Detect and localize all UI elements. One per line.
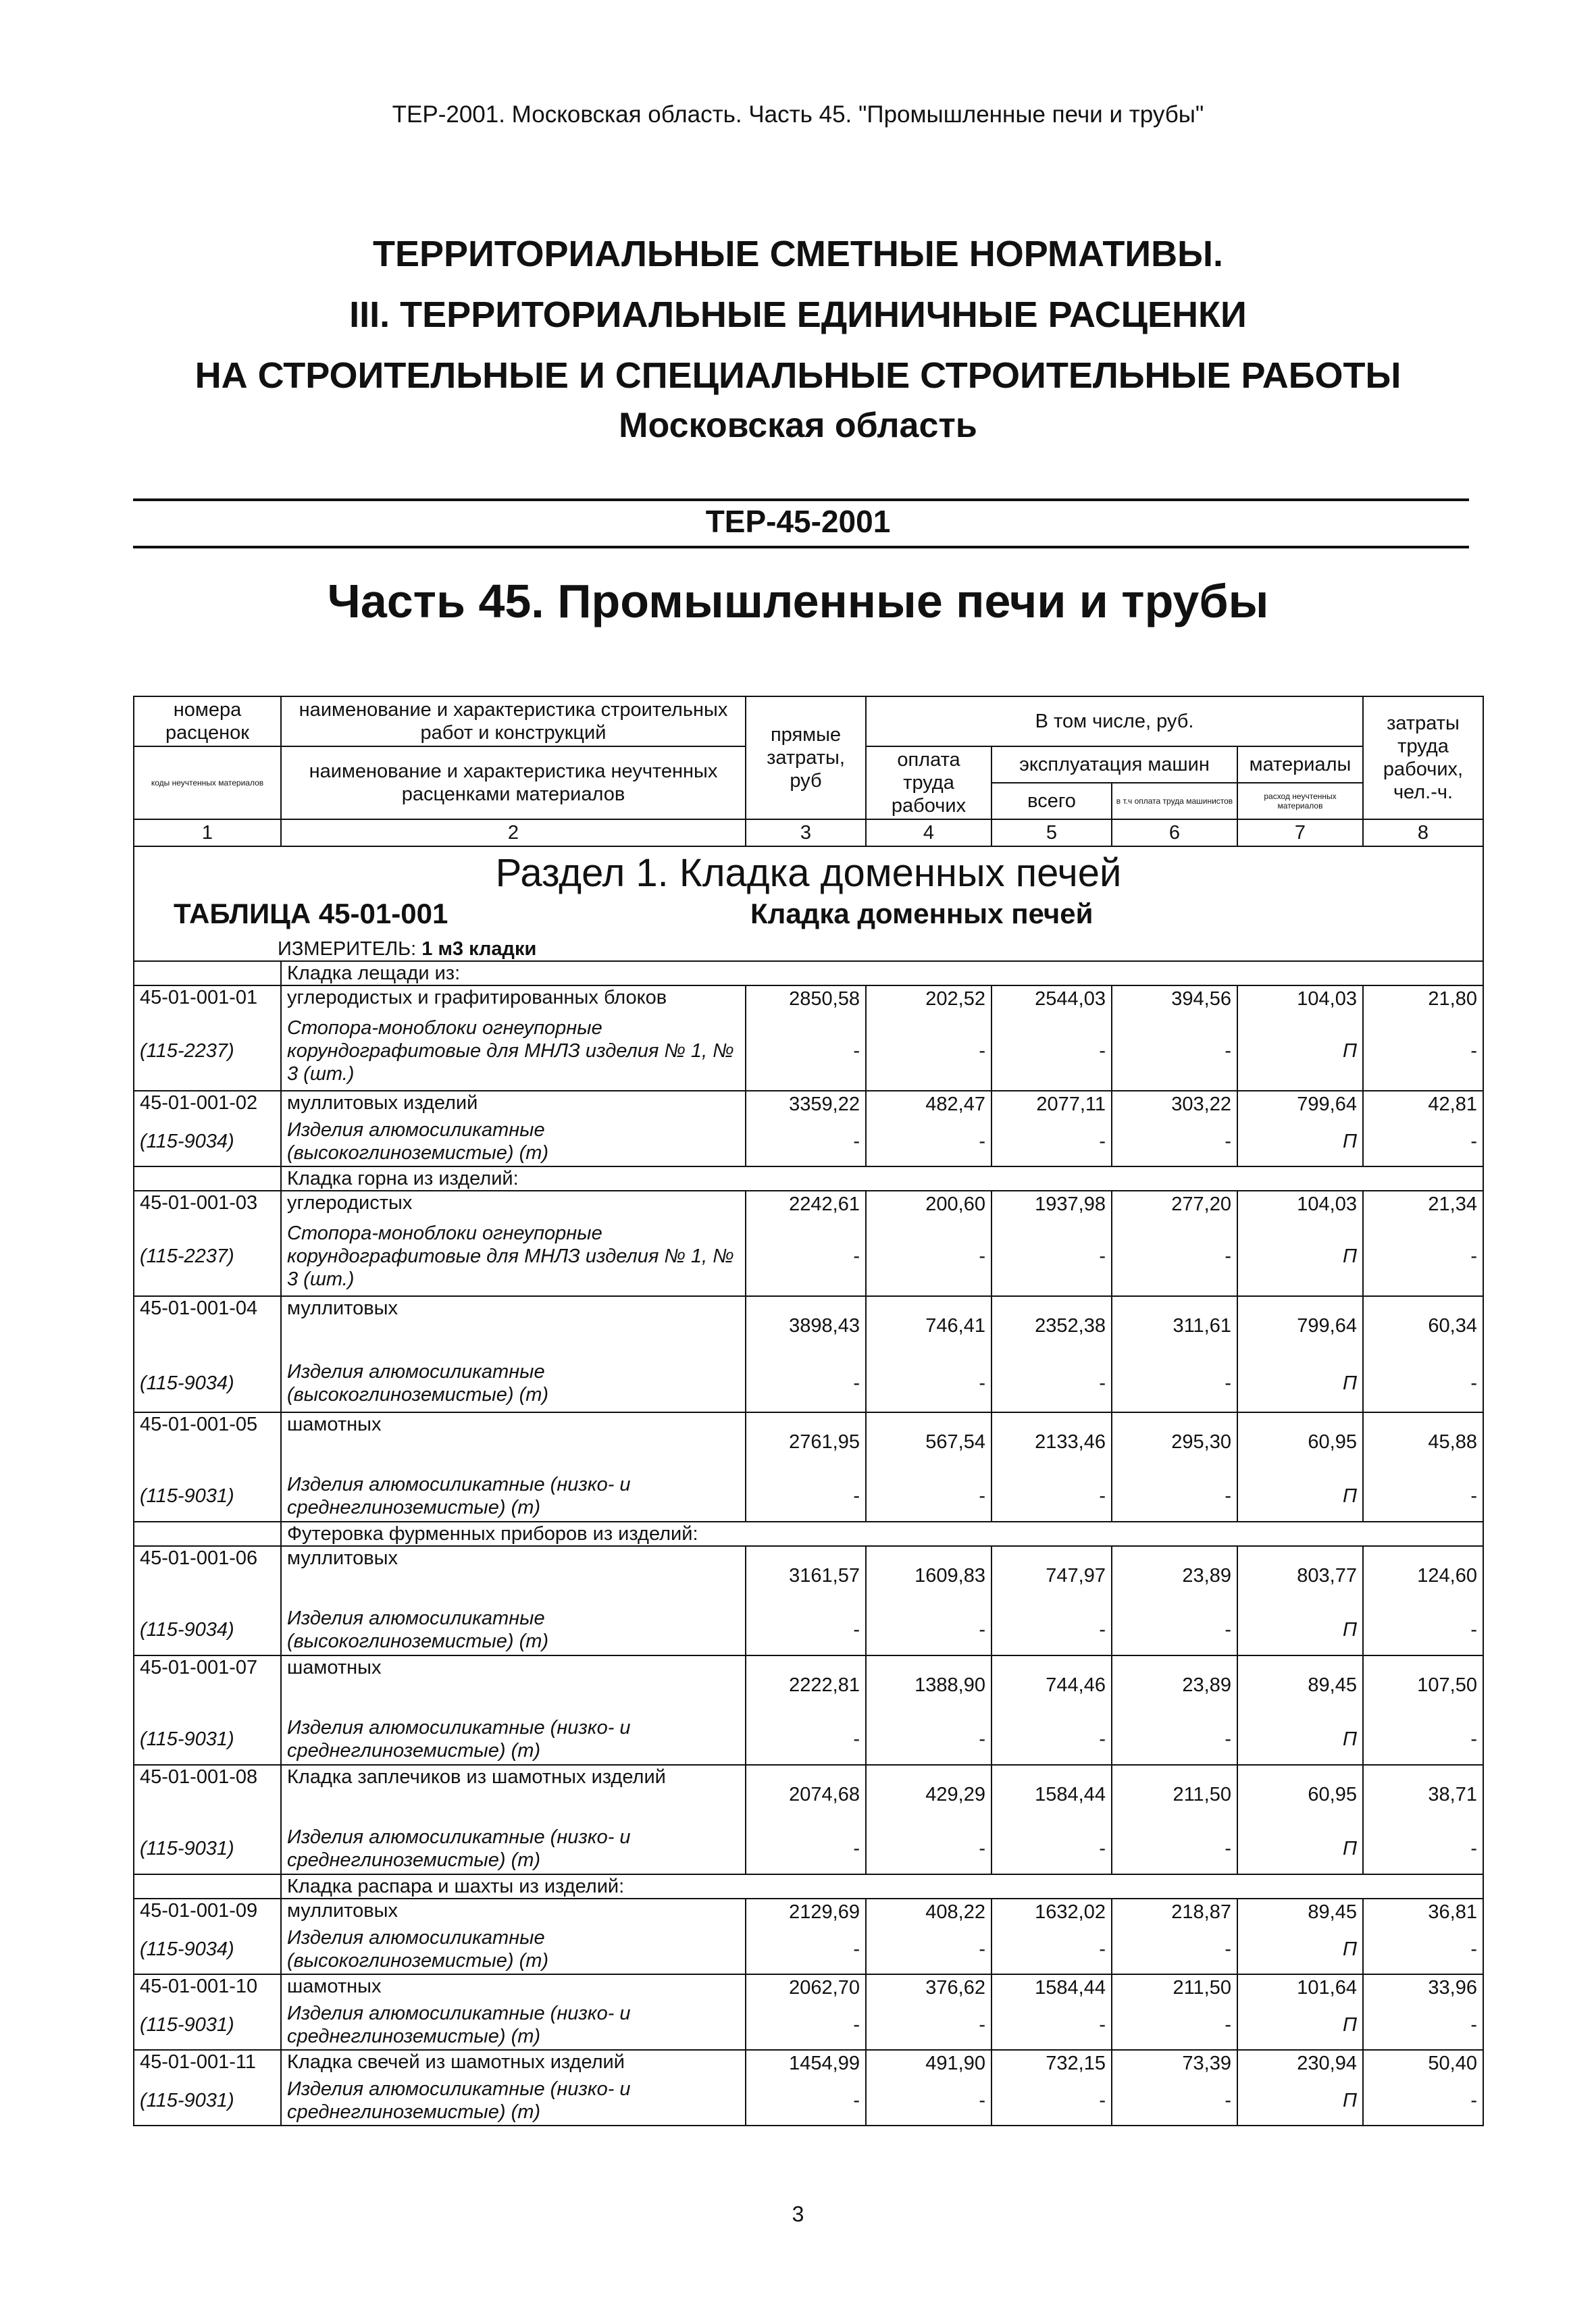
group-label: Кладка лещади из: — [281, 961, 1483, 985]
dash-cell: - — [1112, 1714, 1237, 1765]
dash-cell: - — [866, 2000, 992, 2050]
dash-cell: - — [866, 1823, 992, 1874]
value-labor: 1609,83 — [866, 1546, 992, 1604]
group-header-row — [134, 1874, 1483, 1899]
dash-cell: - — [746, 1216, 866, 1296]
table-name: Кладка доменных печей — [750, 898, 1093, 929]
value-machines: 1632,02 — [992, 1899, 1112, 1924]
col2-sub-header: наименование и характеристика неучтенных расценками материалов — [281, 746, 746, 819]
dash-cell: - — [746, 1604, 866, 1655]
value-direct: 2850,58 — [746, 985, 866, 1011]
value-labor: 746,41 — [866, 1296, 992, 1354]
table-code: ТАБЛИЦА 45-01-001 — [174, 898, 448, 929]
materials-header: материалы — [1237, 746, 1363, 783]
work-name: муллитовых — [281, 1296, 746, 1354]
value-hours: 107,50 — [1363, 1655, 1483, 1714]
dash-cell: - — [1112, 1216, 1237, 1296]
value-direct: 2242,61 — [746, 1191, 866, 1216]
group-header-row — [134, 961, 1483, 985]
value-operators: 23,89 — [1112, 1655, 1237, 1714]
col-number-8: 8 — [1363, 819, 1483, 846]
work-name: муллитовых изделий — [281, 1091, 746, 1116]
material-name: Стопора-моноблоки огнеупорные корундографитовые для МНЛЗ изделия № 1, № 3 (шт.) — [281, 1216, 746, 1296]
dash-cell: - — [746, 2076, 866, 2126]
table-row — [134, 1899, 1483, 1924]
value-direct: 2062,70 — [746, 1974, 866, 2000]
material-code: (115-9034) — [134, 1116, 281, 1166]
col-number-2: 2 — [281, 819, 746, 846]
material-name: Изделия алюмосиликатные (низко- и среднеглиноземистые) (т) — [281, 2000, 746, 2050]
rate-code: 45-01-001-04 — [134, 1296, 281, 1354]
work-name: углеродистых и графитированных блоков — [281, 985, 746, 1011]
material-name: Изделия алюмосиликатные (низко- и среднеглиноземистые) (т) — [281, 1714, 746, 1765]
dash-cell: - — [1112, 1116, 1237, 1166]
dash-cell: - — [1112, 1604, 1237, 1655]
col2-header: наименование и характеристика строительных работ и конструкций — [281, 696, 746, 746]
group-spacer — [134, 961, 281, 985]
value-hours: 60,34 — [1363, 1296, 1483, 1354]
value-materials: 60,95 — [1237, 1765, 1363, 1823]
work-name: шамотных — [281, 1974, 746, 2000]
dash-cell: - — [992, 1604, 1112, 1655]
dash-cell: - — [1363, 1823, 1483, 1874]
value-labor: 408,22 — [866, 1899, 992, 1924]
measure-value: 1 м3 кладки — [421, 938, 537, 960]
value-machines: 2352,38 — [992, 1296, 1112, 1354]
rate-code: 45-01-001-06 — [134, 1546, 281, 1604]
material-row — [134, 1823, 1483, 1874]
value-direct: 3359,22 — [746, 1091, 866, 1116]
col4-header: оплата труда рабочих — [866, 746, 992, 819]
rate-code: 45-01-001-01 — [134, 985, 281, 1011]
rate-code: 45-01-001-03 — [134, 1191, 281, 1216]
material-row — [134, 2076, 1483, 2126]
work-name: шамотных — [281, 1412, 746, 1470]
col1-header: номера расценок — [134, 696, 281, 746]
material-marker: П — [1237, 1924, 1363, 1974]
dash-cell: - — [1363, 1604, 1483, 1655]
work-name: углеродистых — [281, 1191, 746, 1216]
table-row — [134, 985, 1483, 1011]
table-header — [134, 696, 1483, 846]
table-row — [134, 1655, 1483, 1714]
table-row — [134, 1412, 1483, 1470]
dash-cell: - — [866, 1216, 992, 1296]
table-row — [134, 1091, 1483, 1116]
value-machines: 1584,44 — [992, 1974, 1112, 2000]
material-code: (115-9031) — [134, 1714, 281, 1765]
dash-cell: - — [866, 2076, 992, 2126]
value-direct: 1454,99 — [746, 2050, 866, 2076]
material-name: Изделия алюмосиликатные (высокоглиноземистые) (т) — [281, 1354, 746, 1412]
value-hours: 124,60 — [1363, 1546, 1483, 1604]
dash-cell: - — [866, 1116, 992, 1166]
part-title: Часть 45. Промышленные печи и трубы — [327, 575, 1269, 627]
value-operators: 211,50 — [1112, 1765, 1237, 1823]
table-row — [134, 1191, 1483, 1216]
value-hours: 45,88 — [1363, 1412, 1483, 1470]
value-machines: 2133,46 — [992, 1412, 1112, 1470]
dash-cell: - — [992, 1011, 1112, 1091]
dash-cell: - — [1363, 2076, 1483, 2126]
value-operators: 295,30 — [1112, 1412, 1237, 1470]
material-row — [134, 1924, 1483, 1974]
dash-cell: - — [746, 1924, 866, 1974]
col1-sub-header: коды неучтенных материалов — [134, 746, 281, 819]
material-marker: П — [1237, 1604, 1363, 1655]
value-materials: 101,64 — [1237, 1974, 1363, 2000]
dash-cell: - — [992, 1470, 1112, 1522]
page-number: 3 — [792, 2202, 804, 2226]
value-hours: 33,96 — [1363, 1974, 1483, 2000]
dash-cell: - — [746, 1714, 866, 1765]
dash-cell: - — [746, 1823, 866, 1874]
value-labor: 491,90 — [866, 2050, 992, 2076]
value-operators: 311,61 — [1112, 1296, 1237, 1354]
dash-cell: - — [866, 1924, 992, 1974]
value-direct: 2074,68 — [746, 1765, 866, 1823]
value-materials: 104,03 — [1237, 985, 1363, 1011]
value-machines: 1937,98 — [992, 1191, 1112, 1216]
material-row — [134, 1470, 1483, 1522]
dash-cell: - — [1363, 1354, 1483, 1412]
work-name: Кладка свечей из шамотных изделий — [281, 2050, 746, 2076]
value-direct: 2222,81 — [746, 1655, 866, 1714]
value-labor: 376,62 — [866, 1974, 992, 2000]
material-marker: П — [1237, 1011, 1363, 1091]
material-marker: П — [1237, 1216, 1363, 1296]
dash-cell: - — [992, 1714, 1112, 1765]
group-label: Кладка распара и шахты из изделий: — [281, 1874, 1483, 1899]
material-code: (115-2237) — [134, 1011, 281, 1091]
material-marker: П — [1237, 1470, 1363, 1522]
title-line-2: III. ТЕРРИТОРИАЛЬНЫЕ ЕДИНИЧНЫЕ РАСЦЕНКИ — [349, 294, 1247, 335]
machines-header: эксплуатация машин — [992, 746, 1237, 783]
value-machines: 747,97 — [992, 1546, 1112, 1604]
material-code: (115-9031) — [134, 1823, 281, 1874]
material-marker: П — [1237, 1116, 1363, 1166]
material-row — [134, 1604, 1483, 1655]
rate-code: 45-01-001-09 — [134, 1899, 281, 1924]
dash-cell: - — [992, 1354, 1112, 1412]
work-name: шамотных — [281, 1655, 746, 1714]
col6-header: в т.ч оплата труда машинистов — [1112, 783, 1237, 819]
material-name: Изделия алюмосиликатные (низко- и среднеглиноземистые) (т) — [281, 2076, 746, 2126]
group-header: В том числе, руб. — [866, 696, 1363, 746]
group-header-row — [134, 1522, 1483, 1546]
material-marker: П — [1237, 2076, 1363, 2126]
value-labor: 482,47 — [866, 1091, 992, 1116]
dash-cell: - — [866, 1714, 992, 1765]
value-hours: 21,80 — [1363, 985, 1483, 1011]
value-labor: 567,54 — [866, 1412, 992, 1470]
material-marker: П — [1237, 1354, 1363, 1412]
material-name: Изделия алюмосиликатные (низко- и среднеглиноземистые) (т) — [281, 1823, 746, 1874]
dash-cell: - — [866, 1011, 992, 1091]
dash-cell: - — [866, 1604, 992, 1655]
material-code: (115-2237) — [134, 1216, 281, 1296]
rate-code: 45-01-001-07 — [134, 1655, 281, 1714]
dash-cell: - — [746, 1470, 866, 1522]
value-hours: 50,40 — [1363, 2050, 1483, 2076]
material-name: Изделия алюмосиликатные (высокоглиноземистые) (т) — [281, 1924, 746, 1974]
dash-cell: - — [1112, 1924, 1237, 1974]
material-code: (115-9031) — [134, 1470, 281, 1522]
region-title: Московская область — [619, 406, 977, 445]
group-spacer — [134, 1166, 281, 1191]
group-label: Кладка горна из изделий: — [281, 1166, 1483, 1191]
document-code: ТЕР-45-2001 — [705, 504, 891, 539]
value-hours: 36,81 — [1363, 1899, 1483, 1924]
dash-cell: - — [1363, 1714, 1483, 1765]
material-row — [134, 1714, 1483, 1765]
value-direct: 2761,95 — [746, 1412, 866, 1470]
value-labor: 200,60 — [866, 1191, 992, 1216]
material-name: Стопора-моноблоки огнеупорные корундографитовые для МНЛЗ изделия № 1, № 3 (шт.) — [281, 1011, 746, 1091]
col-number-3: 3 — [746, 819, 866, 846]
col3-header: прямые затраты, руб — [746, 696, 866, 819]
value-hours: 38,71 — [1363, 1765, 1483, 1823]
value-materials: 803,77 — [1237, 1546, 1363, 1604]
col-number-4: 4 — [866, 819, 992, 846]
dash-cell: - — [1112, 1823, 1237, 1874]
work-name: муллитовых — [281, 1899, 746, 1924]
value-materials: 104,03 — [1237, 1191, 1363, 1216]
dash-cell: - — [1363, 1216, 1483, 1296]
dash-cell: - — [1363, 1924, 1483, 1974]
value-machines: 2077,11 — [992, 1091, 1112, 1116]
dash-cell: - — [1112, 1011, 1237, 1091]
value-operators: 277,20 — [1112, 1191, 1237, 1216]
value-materials: 60,95 — [1237, 1412, 1363, 1470]
col5-header: всего — [992, 783, 1112, 819]
dash-cell: - — [992, 1823, 1112, 1874]
dash-cell: - — [866, 1470, 992, 1522]
rule-bottom — [133, 546, 1469, 548]
dash-cell: - — [1112, 2000, 1237, 2050]
dash-cell: - — [1112, 1354, 1237, 1412]
group-header-row — [134, 1166, 1483, 1191]
material-code: (115-9034) — [134, 1924, 281, 1974]
dash-cell: - — [746, 1354, 866, 1412]
table-row — [134, 1296, 1483, 1354]
value-operators: 303,22 — [1112, 1091, 1237, 1116]
material-marker: П — [1237, 2000, 1363, 2050]
title-line-3: НА СТРОИТЕЛЬНЫЕ И СПЕЦИАЛЬНЫЕ СТРОИТЕЛЬНЫЕ РАБОТЫ — [195, 355, 1401, 396]
material-code: (115-9031) — [134, 2000, 281, 2050]
dash-cell: - — [992, 2000, 1112, 2050]
material-code: (115-9034) — [134, 1354, 281, 1412]
rate-code: 45-01-001-05 — [134, 1412, 281, 1470]
value-labor: 1388,90 — [866, 1655, 992, 1714]
dash-cell: - — [992, 1116, 1112, 1166]
value-operators: 211,50 — [1112, 1974, 1237, 2000]
material-row — [134, 1216, 1483, 1296]
group-spacer — [134, 1522, 281, 1546]
dash-cell: - — [746, 1011, 866, 1091]
value-machines: 744,46 — [992, 1655, 1112, 1714]
table-body — [134, 846, 1483, 2126]
table-title-row — [134, 897, 1483, 937]
rate-code: 45-01-001-08 — [134, 1765, 281, 1823]
value-machines: 2544,03 — [992, 985, 1112, 1011]
material-row — [134, 2000, 1483, 2050]
title-line-1: ТЕРРИТОРИАЛЬНЫЕ СМЕТНЫЕ НОРМАТИВЫ. — [373, 234, 1223, 274]
value-direct: 3898,43 — [746, 1296, 866, 1354]
rate-code: 45-01-001-10 — [134, 1974, 281, 2000]
dash-cell: - — [1112, 2076, 1237, 2126]
material-code: (115-9034) — [134, 1604, 281, 1655]
dash-cell: - — [1363, 1011, 1483, 1091]
rule-top — [133, 498, 1469, 501]
value-operators: 218,87 — [1112, 1899, 1237, 1924]
group-spacer — [134, 1874, 281, 1899]
material-marker: П — [1237, 1714, 1363, 1765]
value-operators: 73,39 — [1112, 2050, 1237, 2076]
material-marker: П — [1237, 1823, 1363, 1874]
work-name: муллитовых — [281, 1546, 746, 1604]
dash-cell: - — [1112, 1470, 1237, 1522]
dash-cell: - — [992, 1216, 1112, 1296]
dash-cell: - — [746, 1116, 866, 1166]
value-direct: 2129,69 — [746, 1899, 866, 1924]
measure-row — [134, 937, 1483, 961]
dash-cell: - — [746, 2000, 866, 2050]
material-row — [134, 1116, 1483, 1166]
value-hours: 42,81 — [1363, 1091, 1483, 1116]
section-title: Раздел 1. Кладка доменных печей — [134, 846, 1483, 897]
col-number-7: 7 — [1237, 819, 1363, 846]
table-row — [134, 2050, 1483, 2076]
dash-cell: - — [866, 1354, 992, 1412]
value-machines: 732,15 — [992, 2050, 1112, 2076]
rate-code: 45-01-001-02 — [134, 1091, 281, 1116]
table-row — [134, 1765, 1483, 1823]
value-hours: 21,34 — [1363, 1191, 1483, 1216]
col7-header: расход неучтенных материалов — [1237, 783, 1363, 819]
col-number-1: 1 — [134, 819, 281, 846]
value-materials: 89,45 — [1237, 1899, 1363, 1924]
material-row — [134, 1354, 1483, 1412]
group-label: Футеровка фурменных приборов из изделий: — [281, 1522, 1483, 1546]
material-name: Изделия алюмосиликатные (низко- и среднеглиноземистые) (т) — [281, 1470, 746, 1522]
value-labor: 429,29 — [866, 1765, 992, 1823]
material-name: Изделия алюмосиликатные (высокоглиноземистые) (т) — [281, 1116, 746, 1166]
value-operators: 394,56 — [1112, 985, 1237, 1011]
value-materials: 89,45 — [1237, 1655, 1363, 1714]
running-header: ТЕР-2001. Московская область. Часть 45. "Промышленные печи и трубы" — [392, 101, 1204, 128]
table-row — [134, 1974, 1483, 2000]
value-materials: 799,64 — [1237, 1296, 1363, 1354]
col8-header: затраты труда рабочих, чел.-ч. — [1363, 696, 1483, 819]
work-name: Кладка заплечиков из шамотных изделий — [281, 1765, 746, 1823]
value-direct: 3161,57 — [746, 1546, 866, 1604]
material-name: Изделия алюмосиликатные (высокоглиноземистые) (т) — [281, 1604, 746, 1655]
value-operators: 23,89 — [1112, 1546, 1237, 1604]
rate-code: 45-01-001-11 — [134, 2050, 281, 2076]
dash-cell: - — [992, 2076, 1112, 2126]
value-materials: 799,64 — [1237, 1091, 1363, 1116]
value-labor: 202,52 — [866, 985, 992, 1011]
dash-cell: - — [1363, 1116, 1483, 1166]
material-code: (115-9031) — [134, 2076, 281, 2126]
value-machines: 1584,44 — [992, 1765, 1112, 1823]
table-row — [134, 1546, 1483, 1604]
dash-cell: - — [992, 1924, 1112, 1974]
value-materials: 230,94 — [1237, 2050, 1363, 2076]
col-number-5: 5 — [992, 819, 1112, 846]
dash-cell: - — [1363, 2000, 1483, 2050]
dash-cell: - — [1363, 1470, 1483, 1522]
material-row — [134, 1011, 1483, 1091]
rates-table — [133, 696, 1484, 2126]
col-number-6: 6 — [1112, 819, 1237, 846]
measure-label: ИЗМЕРИТЕЛЬ: — [278, 938, 417, 960]
